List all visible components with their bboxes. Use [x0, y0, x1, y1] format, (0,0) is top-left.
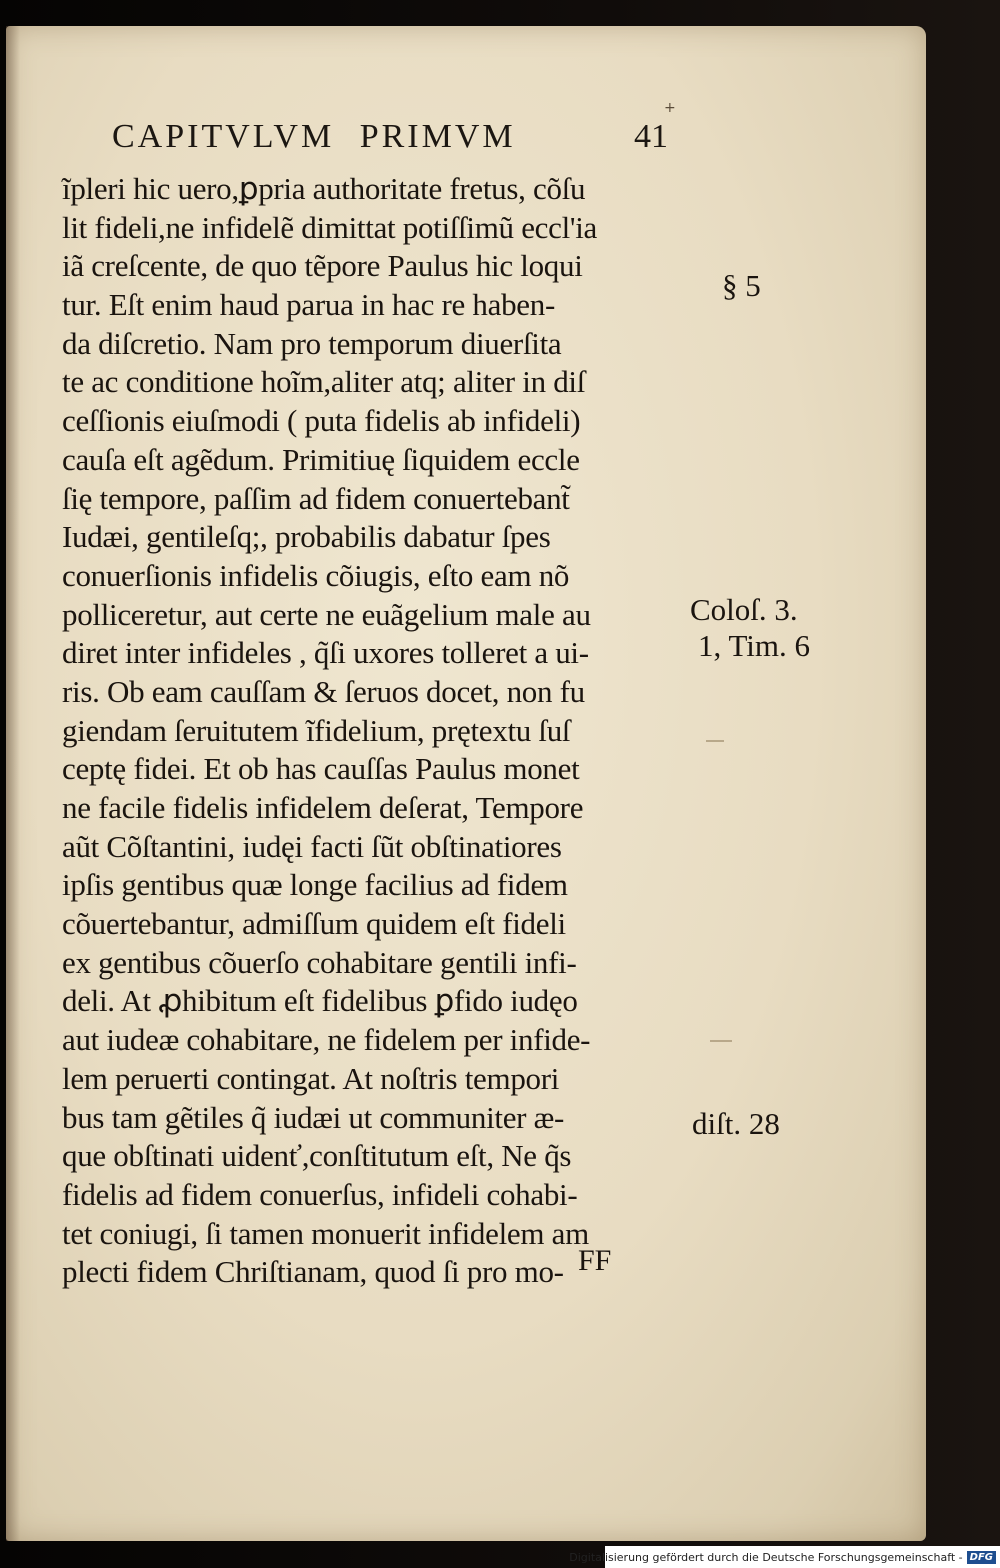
text-line: ne facile fidelis infidelem deſerat, Tempore — [62, 790, 584, 825]
margin-note-line: Coloſ. 3. — [690, 592, 798, 627]
text-line: que obſtinati uidenť,conſtitutum eſt, Ne q̃s — [62, 1138, 572, 1174]
page-gutter-shadow — [6, 26, 20, 1541]
text-block — [62, 170, 702, 1292]
text-line: bus tam gẽtiles q̃ iudæi ut communiter æ- — [62, 1099, 565, 1135]
page-header — [112, 118, 682, 162]
printer-mark: + — [664, 100, 676, 116]
running-title: CAPITVLVM PRIMVM — [112, 118, 516, 155]
text-line: fidelis ad fidem conuerſus, infideli cohabi- — [62, 1176, 578, 1212]
margin-note-section: § 5 — [722, 268, 761, 303]
margin-note-reference — [690, 592, 810, 664]
text-line: polliceretur, aut certe ne euãgelium male au — [62, 596, 591, 632]
text-line: deli. At ꝓhibitum eſt fidelibus ꝑfido iudęo — [62, 983, 578, 1019]
text-line: ris. Ob eam cauſſam & ſeruos docet, non fu — [62, 673, 585, 709]
text-line: ex gentibus cõuerſo cohabitare gentili infi- — [62, 944, 577, 980]
text-line: ipſis gentibus quæ longe facilius ad fidem — [62, 867, 568, 903]
text-line: iã creſcente, de quo tẽpore Paulus hic loqui — [62, 248, 583, 284]
text-line: ſię tempore, paſſim ad fidem conuertebant̃ — [62, 480, 570, 516]
margin-note-line: 1, Tim. 6 — [698, 628, 811, 663]
text-line: diret inter infideles , q̃ſi uxores tolleret a ui- — [62, 635, 589, 671]
text-line: plecti fidem Chriſtianam, quod ſi pro mo- — [62, 1254, 564, 1290]
text-line: ceſſionis eiuſmodi ( puta fidelis ab infideli) — [62, 403, 581, 439]
digitization-credit-bar — [569, 1546, 1000, 1568]
text-line: cõuertebantur, admiſſum quidem eſt fideli — [62, 906, 566, 942]
text-line: lit fideli,ne infidelẽ dimittat potiſſimũ eccl'ia — [62, 209, 597, 245]
margin-note-distinctio: diſt. 28 — [692, 1106, 780, 1141]
folio-number: 41 — [634, 118, 668, 155]
text-line: da diſcretio. Nam pro temporum diuerſita — [62, 325, 562, 361]
text-line: te ac conditione hoĩm,aliter atq; aliter in diſ — [62, 364, 586, 400]
text-line: tur. Eſt enim haud parua in hac re haben- — [62, 287, 555, 323]
text-line: ceptę fidei. Et ob has cauſſas Paulus monet — [62, 751, 580, 787]
text-line: Iudæi, gentileſq;, probabilis dabatur ſpes — [62, 519, 551, 555]
dfg-logo: DFG — [967, 1551, 996, 1564]
margin-stroke — [710, 1040, 732, 1042]
text-line: lem peruerti contingat. At noſtris tempori — [62, 1060, 560, 1096]
text-line: cauſa eſt agẽdum. Primitiuę ſiquidem eccle — [62, 441, 580, 477]
text-line: ĩpleri hic uero,ꝑpria authoritate fretus, cõſu — [62, 171, 586, 206]
margin-stroke — [706, 740, 724, 742]
text-line: aũt Cõſtantini, iudęi facti ſũt obſtinatiores — [62, 828, 562, 864]
text-line: tet coniugi, ſi tamen monuerit infidelem am — [62, 1215, 589, 1251]
signature-mark: FF — [578, 1244, 612, 1277]
credit-text: Digitalisierung gefördert durch die Deutsche Forschungsgemeinschaft - — [569, 1550, 963, 1564]
text-line: aut iudeæ cohabitare, ne fidelem per infide- — [62, 1022, 591, 1058]
text-line: giendam ſeruitutem ĩfidelium, prętextu ſuſ — [62, 712, 571, 748]
text-line: conuerſionis infidelis cõiugis, eſto eam nõ — [62, 557, 570, 593]
